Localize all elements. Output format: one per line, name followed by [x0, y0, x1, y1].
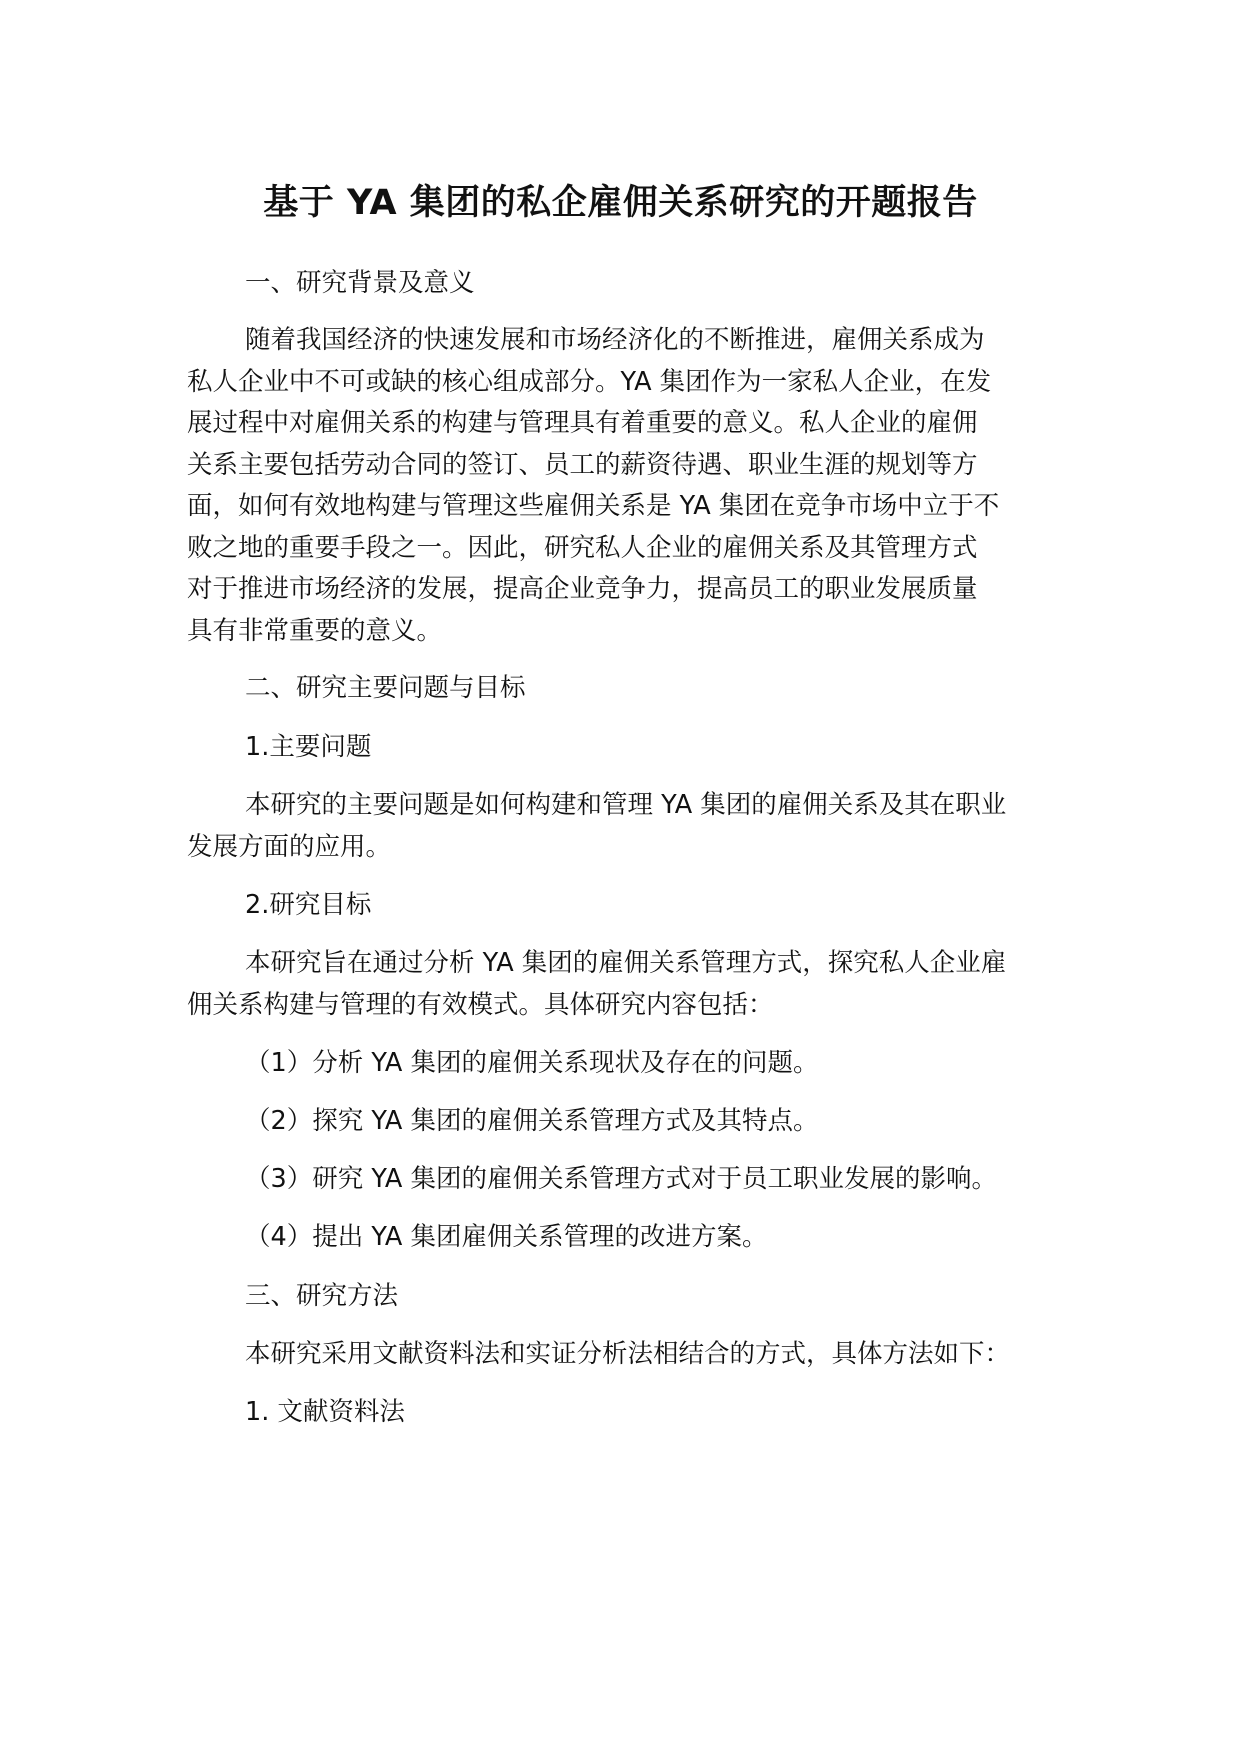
subsection-heading-main-questions: 1.主要问题 — [245, 732, 372, 762]
paragraph-line: 佣关系构建与管理的有效模式。具体研究内容包括： — [187, 990, 774, 1020]
section-heading-background: 一、研究背景及意义 — [245, 268, 475, 298]
research-item: （1）分析 YA 集团的雇佣关系现状及存在的问题。 — [245, 1048, 819, 1078]
paragraph-line: 展过程中对雇佣关系的构建与管理具有着重要的意义。私人企业的雇佣 — [187, 408, 978, 438]
paragraph-line: 随着我国经济的快速发展和市场经济化的不断推进，雇佣关系成为 — [245, 325, 985, 355]
subsection-heading-goals: 2.研究目标 — [245, 890, 372, 920]
paragraph-line: 发展方面的应用。 — [187, 832, 392, 862]
research-item: （2）探究 YA 集团的雇佣关系管理方式及其特点。 — [245, 1106, 819, 1136]
research-item: （3）研究 YA 集团的雇佣关系管理方式对于员工职业发展的影响。 — [245, 1164, 997, 1194]
paragraph-line: 具有非常重要的意义。 — [187, 616, 443, 646]
paragraph-line: 本研究的主要问题是如何构建和管理 YA 集团的雇佣关系及其在职业 — [245, 790, 1007, 820]
section-heading-methods: 三、研究方法 — [245, 1281, 399, 1311]
document-title: 基于 YA 集团的私企雇佣关系研究的开题报告 — [263, 183, 978, 223]
paragraph-line: 本研究旨在通过分析 YA 集团的雇佣关系管理方式，探究私人企业雇 — [245, 948, 1007, 978]
subsection-heading-literature-method: 1. 文献资料法 — [245, 1397, 405, 1427]
paragraph-line: 本研究采用文献资料法和实证分析法相结合的方式，具体方法如下： — [245, 1339, 1011, 1369]
paragraph-line: 面，如何有效地构建与管理这些雇佣关系是 YA 集团在竞争市场中立于不 — [187, 491, 1000, 521]
paragraph-line: 败之地的重要手段之一。因此，研究私人企业的雇佣关系及其管理方式 — [187, 533, 978, 563]
section-heading-questions: 二、研究主要问题与目标 — [245, 673, 526, 703]
paragraph-line: 关系主要包括劳动合同的签订、员工的薪资待遇、职业生涯的规划等方 — [187, 450, 978, 480]
paragraph-line: 私人企业中不可或缺的核心组成部分。YA 集团作为一家私人企业，在发 — [187, 367, 992, 397]
paragraph-line: 对于推进市场经济的发展，提高企业竞争力，提高员工的职业发展质量 — [187, 574, 978, 604]
research-item: （4）提出 YA 集团雇佣关系管理的改进方案。 — [245, 1222, 768, 1252]
